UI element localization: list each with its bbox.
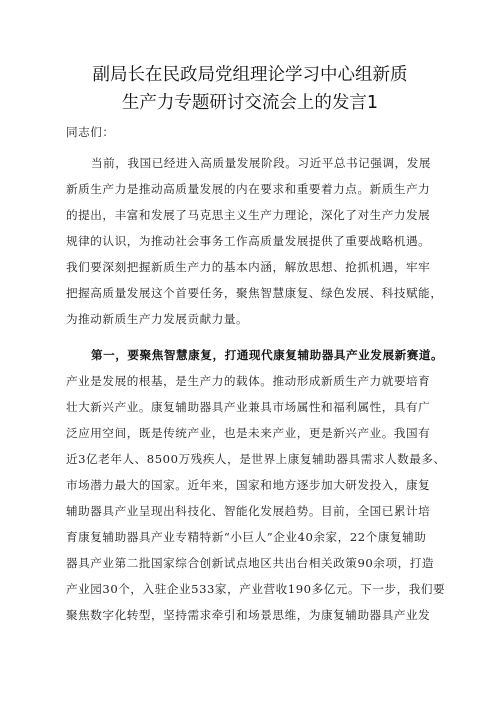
paragraph-1-line: 的提出，丰富和发展了马克思主义生产力理论，深化了对生产力发展 [66,208,431,222]
paragraph-1-line: 当前，我国已经进入高质量发展阶段。习近平总书记强调，发展 [91,156,432,170]
paragraph-2-line: 壮大新兴产业。康复辅助器具产业兼具市场属性和福利属性，具有广 [66,400,431,414]
paragraph-2-line: 市场潜力最大的国家。近年来，国家和地方逐步加大研发投入，康复 [66,478,431,492]
paragraph-2-line: 近3亿老年人、8500万残疾人，是世界上康复辅助器具需求人数最多、 [66,452,446,466]
paragraph-2-line: 器具产业第二批国家综合创新试点地区共出台相关政策90余项，打造 [66,556,435,570]
paragraph-2-line: 产业是发展的根基，是生产力的载体。推动形成新质生产力就要培育 [66,374,431,388]
paragraph-1-line: 为推动新质生产力发展贡献力量。 [66,312,249,326]
paragraph-1-line: 把握高质量发展这个首要任务，聚焦智慧康复、绿色发展、科技赋能， [66,286,443,300]
paragraph-2-line: 产业园30个，入驻企业533家，产业营收190多亿元。下一步，我们要 [66,582,446,596]
document-title-line-1: 副局长在民政局党组理论学习中心组新质 [92,65,408,85]
paragraph-1-line: 我们要深刻把握新质生产力的基本内涵，解放思想、抢抓机遇，牢牢 [66,260,431,274]
paragraph-1-line: 新质生产力是推动高质量发展的内在要求和重要着力点。新质生产力 [66,182,431,196]
paragraph-2-line: 育康复辅助器具产业专精特新“小巨人”企业40余家，22个康复辅助 [66,530,427,544]
salutation: 同志们： [66,125,115,139]
section-1-heading: 第一，要聚焦智慧康复，打通现代康复辅助器具产业发展新赛道。 [91,348,444,362]
paragraph-1-line: 规律的认识，为推动社会事务工作高质量发展提供了重要战略机遇。 [66,234,431,248]
document-title-line-2: 生产力专题研讨交流会上的发言1 [121,93,379,113]
paragraph-2-line: 辅助器具产业呈现出科技化、智能化发展趋势。目前，全国已累计培 [66,504,431,518]
paragraph-2-line: 泛应用空间，既是传统产业，也是未来产业，更是新兴产业。我国有 [66,426,431,440]
paragraph-2-line: 聚焦数字化转型，坚持需求牵引和场景思维，为康复辅助器具产业发 [66,608,431,622]
